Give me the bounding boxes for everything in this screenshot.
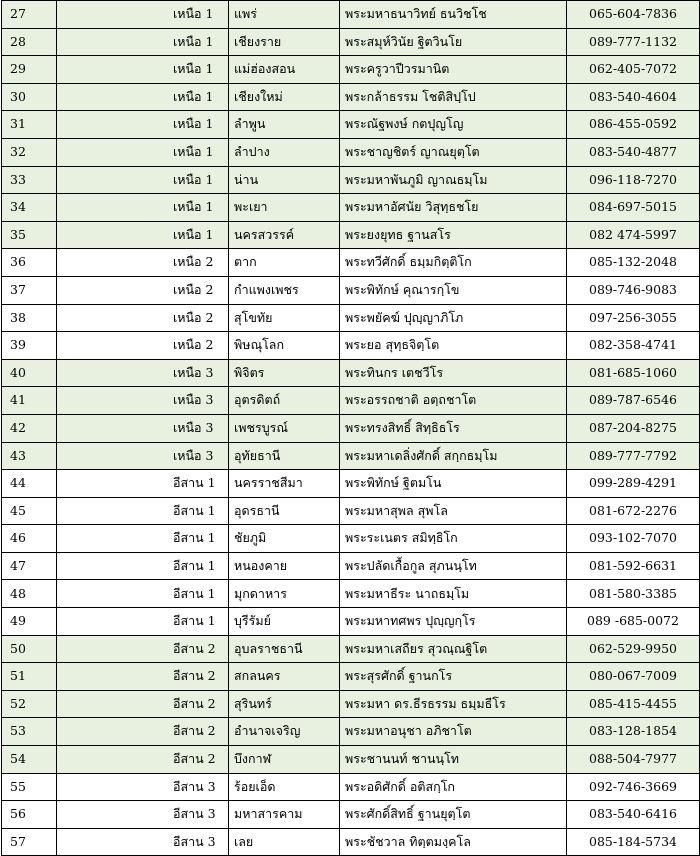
monk-name-cell: พระมหาพันภูมิ ญาณธมฺโม	[340, 166, 567, 194]
region-cell: เหนือ 1	[57, 56, 229, 84]
phone-cell: 081-580-3385	[567, 580, 700, 608]
phone-cell: 089-787-6546	[567, 387, 700, 415]
region-cell: เหนือ 3	[57, 359, 229, 387]
region-cell: เหนือ 2	[57, 276, 229, 304]
table-row	[2, 663, 700, 691]
row-number-cell: 41	[2, 387, 57, 415]
region-cell: อีสาน 1	[57, 497, 229, 525]
row-number-cell: 38	[2, 304, 57, 332]
row-number-cell: 28	[2, 28, 57, 56]
monk-name-cell: พระศักดิ์สิทธิ์ ฐานยุตฺโต	[340, 801, 567, 829]
phone-cell: 082-358-4741	[567, 332, 700, 360]
province-cell: เพชรบูรณ์	[229, 414, 340, 442]
region-cell: เหนือ 1	[57, 221, 229, 249]
row-number-cell: 53	[2, 718, 57, 746]
province-cell: เชียงราย	[229, 28, 340, 56]
phone-cell: 086-455-0592	[567, 111, 700, 139]
monk-name-cell: พระพยัคฆ์ ปุญฺญาภิโภ	[340, 304, 567, 332]
province-cell: อุตรดิตถ์	[229, 387, 340, 415]
table-row	[2, 28, 700, 56]
monk-name-cell: พระอดิศักดิ์ อติสกฺโก	[340, 773, 567, 801]
table-row	[2, 552, 700, 580]
table-row	[2, 83, 700, 111]
table-row	[2, 773, 700, 801]
row-number-cell: 56	[2, 801, 57, 829]
region-cell: อีสาน 3	[57, 828, 229, 856]
phone-cell: 085-184-5734	[567, 828, 700, 856]
monk-name-cell: พระณัฐพงษ์ กตปุญโญ	[340, 111, 567, 139]
monk-name-cell: พระสมุห์วินัย ฐิตวินโย	[340, 28, 567, 56]
row-number-cell: 30	[2, 83, 57, 111]
table-row	[2, 442, 700, 470]
table-row	[2, 718, 700, 746]
table-row	[2, 304, 700, 332]
table-row	[2, 608, 700, 636]
phone-cell: 082 474-5997	[567, 221, 700, 249]
phone-cell: 089-777-1132	[567, 28, 700, 56]
contact-table	[1, 0, 700, 856]
row-number-cell: 57	[2, 828, 57, 856]
phone-cell: 062-405-7072	[567, 56, 700, 84]
region-cell: เหนือ 1	[57, 166, 229, 194]
table-row	[2, 138, 700, 166]
region-cell: อีสาน 3	[57, 773, 229, 801]
monk-name-cell: พระสุรศักดิ์ ฐานกโร	[340, 663, 567, 691]
monk-name-cell: พระมหาอนุชา อภิชาโต	[340, 718, 567, 746]
phone-cell: 081-592-6631	[567, 552, 700, 580]
province-cell: ตาก	[229, 249, 340, 277]
monk-name-cell: พระทินกร เตชวีโร	[340, 359, 567, 387]
table-row	[2, 525, 700, 553]
phone-cell: 083-540-6416	[567, 801, 700, 829]
region-cell: เหนือ 1	[57, 28, 229, 56]
province-cell: ร้อยเอ็ด	[229, 773, 340, 801]
row-number-cell: 37	[2, 276, 57, 304]
row-number-cell: 27	[2, 1, 57, 29]
row-number-cell: 32	[2, 138, 57, 166]
phone-cell: 081-685-1060	[567, 359, 700, 387]
monk-name-cell: พระมหา ดร.ธีรธรรม ธมฺมธีโร	[340, 690, 567, 718]
table-row	[2, 635, 700, 663]
phone-cell: 083-540-4604	[567, 83, 700, 111]
phone-cell: 088-504-7977	[567, 746, 700, 774]
region-cell: อีสาน 3	[57, 801, 229, 829]
province-cell: นครสวรรค์	[229, 221, 340, 249]
region-cell: อีสาน 1	[57, 470, 229, 498]
monk-name-cell: พระทวีศักดิ์ ธมฺมกิตฺติโก	[340, 249, 567, 277]
region-cell: อีสาน 1	[57, 580, 229, 608]
region-cell: อีสาน 1	[57, 525, 229, 553]
phone-cell: 093-102-7070	[567, 525, 700, 553]
region-cell: เหนือ 2	[57, 249, 229, 277]
table-row	[2, 580, 700, 608]
monk-name-cell: พระพิทักษ์ คุณารกฺโข	[340, 276, 567, 304]
phone-cell: 089 -685-0072	[567, 608, 700, 636]
monk-name-cell: พระมหาสุพล สุพโล	[340, 497, 567, 525]
row-number-cell: 33	[2, 166, 57, 194]
monk-name-cell: พระทรงสิทธิ์ สิทฺธิธโร	[340, 414, 567, 442]
monk-name-cell: พระครูวาปีวรมานิต	[340, 56, 567, 84]
table-row	[2, 276, 700, 304]
province-cell: อุทัยธานี	[229, 442, 340, 470]
region-cell: เหนือ 3	[57, 442, 229, 470]
phone-cell: 062-529-9950	[567, 635, 700, 663]
phone-cell: 089-746-9083	[567, 276, 700, 304]
monk-name-cell: พระมหาอัศนัย วิสุทฺธชโย	[340, 194, 567, 222]
monk-name-cell: พระมหาเดลิ่งศักดิ์ สกฺกธมฺโม	[340, 442, 567, 470]
phone-cell: 083-128-1854	[567, 718, 700, 746]
row-number-cell: 51	[2, 663, 57, 691]
row-number-cell: 50	[2, 635, 57, 663]
row-number-cell: 48	[2, 580, 57, 608]
province-cell: บุรีรัมย์	[229, 608, 340, 636]
region-cell: เหนือ 1	[57, 111, 229, 139]
row-number-cell: 39	[2, 332, 57, 360]
province-cell: อำนาจเจริญ	[229, 718, 340, 746]
table-row	[2, 690, 700, 718]
province-cell: ชัยภูมิ	[229, 525, 340, 553]
province-cell: เชียงใหม่	[229, 83, 340, 111]
region-cell: อีสาน 1	[57, 608, 229, 636]
region-cell: อีสาน 2	[57, 690, 229, 718]
province-cell: นครราชสีมา	[229, 470, 340, 498]
table-body	[2, 1, 700, 856]
row-number-cell: 52	[2, 690, 57, 718]
row-number-cell: 49	[2, 608, 57, 636]
region-cell: อีสาน 2	[57, 663, 229, 691]
region-cell: เหนือ 1	[57, 83, 229, 111]
table-row	[2, 470, 700, 498]
region-cell: อีสาน 2	[57, 635, 229, 663]
province-cell: แพร่	[229, 1, 340, 29]
row-number-cell: 36	[2, 249, 57, 277]
row-number-cell: 35	[2, 221, 57, 249]
region-cell: เหนือ 1	[57, 1, 229, 29]
monk-name-cell: พระอรรถชาติ อตฺถชาโต	[340, 387, 567, 415]
row-number-cell: 44	[2, 470, 57, 498]
region-cell: เหนือ 2	[57, 332, 229, 360]
table-row	[2, 746, 700, 774]
monk-name-cell: พระปลัดเกื้อกูล สุภนนฺโท	[340, 552, 567, 580]
province-cell: พิษณุโลก	[229, 332, 340, 360]
region-cell: เหนือ 3	[57, 414, 229, 442]
table-row	[2, 111, 700, 139]
table-row	[2, 249, 700, 277]
table-row	[2, 194, 700, 222]
province-cell: หนองคาย	[229, 552, 340, 580]
phone-cell: 085-132-2048	[567, 249, 700, 277]
phone-cell: 087-204-8275	[567, 414, 700, 442]
monk-name-cell: พระมหาธนาวิทย์ ธนวิชโช	[340, 1, 567, 29]
province-cell: มหาสารคาม	[229, 801, 340, 829]
row-number-cell: 40	[2, 359, 57, 387]
monk-name-cell: พระยอ สุทฺธจิตฺโต	[340, 332, 567, 360]
table-row	[2, 221, 700, 249]
province-cell: มุกดาหาร	[229, 580, 340, 608]
phone-cell: 065-604-7836	[567, 1, 700, 29]
table-row	[2, 56, 700, 84]
row-number-cell: 55	[2, 773, 57, 801]
phone-cell: 096-118-7270	[567, 166, 700, 194]
row-number-cell: 47	[2, 552, 57, 580]
province-cell: บึงกาฬ	[229, 746, 340, 774]
table-row	[2, 332, 700, 360]
province-cell: พิจิตร	[229, 359, 340, 387]
province-cell: น่าน	[229, 166, 340, 194]
province-cell: ลำปาง	[229, 138, 340, 166]
phone-cell: 081-672-2276	[567, 497, 700, 525]
province-cell: แม่ฮ่องสอน	[229, 56, 340, 84]
phone-cell: 085-415-4455	[567, 690, 700, 718]
monk-name-cell: พระมหาทศพร ปุญฺญกฺโร	[340, 608, 567, 636]
phone-cell: 084-697-5015	[567, 194, 700, 222]
province-cell: เลย	[229, 828, 340, 856]
region-cell: อีสาน 2	[57, 718, 229, 746]
region-cell: เหนือ 1	[57, 194, 229, 222]
province-cell: ลำพูน	[229, 111, 340, 139]
table-row	[2, 497, 700, 525]
table-row	[2, 387, 700, 415]
province-cell: พะเยา	[229, 194, 340, 222]
province-cell: อุบลราชธานี	[229, 635, 340, 663]
phone-cell: 092-746-3669	[567, 773, 700, 801]
row-number-cell: 45	[2, 497, 57, 525]
table-row	[2, 801, 700, 829]
region-cell: เหนือ 1	[57, 138, 229, 166]
province-cell: สุรินทร์	[229, 690, 340, 718]
table-row	[2, 359, 700, 387]
province-cell: สกลนคร	[229, 663, 340, 691]
monk-name-cell: พระกล้าธรรม โชติสิปฺโป	[340, 83, 567, 111]
monk-name-cell: พระมหาเสถียร สุวณฺณฐิโต	[340, 635, 567, 663]
row-number-cell: 42	[2, 414, 57, 442]
table-row	[2, 828, 700, 856]
monk-name-cell: พระชานนท์ ชานนฺโท	[340, 746, 567, 774]
monk-name-cell: พระยงยุทธ ฐานสโร	[340, 221, 567, 249]
table-row	[2, 1, 700, 29]
phone-cell: 089-777-7792	[567, 442, 700, 470]
region-cell: เหนือ 2	[57, 304, 229, 332]
monk-name-cell: พระมหาธีระ นาถธมฺโม	[340, 580, 567, 608]
table-row	[2, 166, 700, 194]
province-cell: สุโขทัย	[229, 304, 340, 332]
monk-name-cell: พระระเนตร สมิทฺธิโก	[340, 525, 567, 553]
row-number-cell: 54	[2, 746, 57, 774]
monk-name-cell: พระพิทักษ์ ฐิตมโน	[340, 470, 567, 498]
row-number-cell: 43	[2, 442, 57, 470]
province-cell: กำแพงเพชร	[229, 276, 340, 304]
row-number-cell: 31	[2, 111, 57, 139]
phone-cell: 080-067-7009	[567, 663, 700, 691]
region-cell: เหนือ 3	[57, 387, 229, 415]
monk-name-cell: พระชัชวาล ทิตฺตมงฺคโล	[340, 828, 567, 856]
table-row	[2, 414, 700, 442]
row-number-cell: 34	[2, 194, 57, 222]
monk-name-cell: พระชาญชิตร์ ญาณยุตฺโต	[340, 138, 567, 166]
row-number-cell: 29	[2, 56, 57, 84]
phone-cell: 097-256-3055	[567, 304, 700, 332]
row-number-cell: 46	[2, 525, 57, 553]
phone-cell: 083-540-4877	[567, 138, 700, 166]
phone-cell: 099-289-4291	[567, 470, 700, 498]
region-cell: อีสาน 2	[57, 746, 229, 774]
region-cell: อีสาน 1	[57, 552, 229, 580]
province-cell: อุดรธานี	[229, 497, 340, 525]
